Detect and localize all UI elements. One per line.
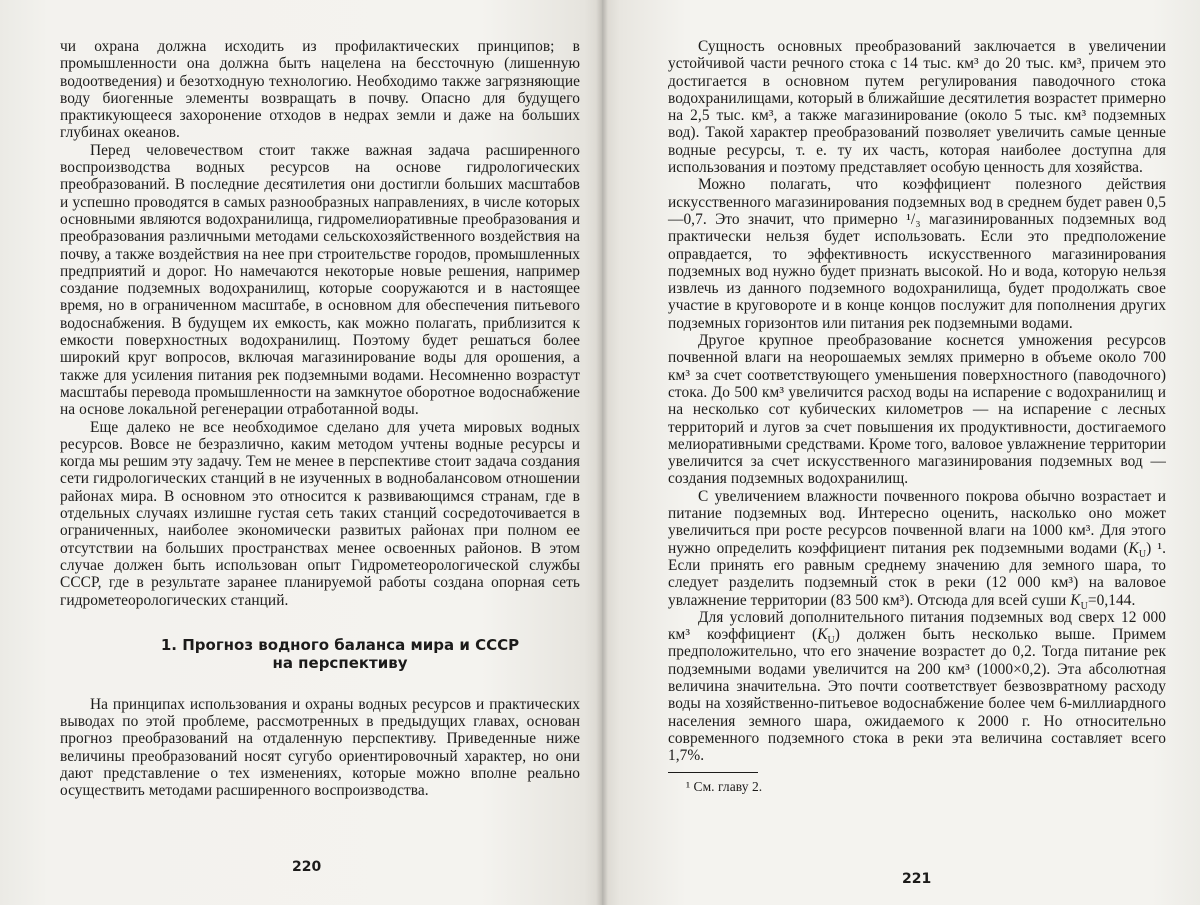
right-paragraph-5-part-a: Для условий дополнительного питания подземных вод сверх 12 000 км³ коэффициент ( [668, 608, 1166, 644]
right-paragraph-4-part-c: =0,144. [1087, 591, 1136, 609]
right-paragraph-3: Другое крупное преобразование коснется умножения ресурсов почвенной влаги на неорошаемых землях примерно в объеме около 700 км³ за счет соответствующего уменьшения поверхностного (паводочного) стока. До 500 км³ увеличится расход воды на испарение с водохранилищ и на несколько сот кубических километров — на испарение с лесных территорий и лугов за счет повышения их продуктивности, достигаемого мелиоративными средствами. Кроме того, валовое увлажнение территории увеличится за счет искусственного магазинирования подземных вод — создания подземных водохранилищ. [668, 332, 1166, 488]
k-symbol-2: K [1070, 591, 1081, 609]
k-symbol-3: K [817, 626, 828, 644]
right-paragraph-5-part-b: ) должен быть несколько выше. Примем предположительно, что его значение возрастет до 0,2. Тогда питание рек подземными водами увеличится на 200 км³ (1000×0,2). Эта абсолютная величина значительна. Это почти соответствует безвозвратному расходу воды на хозяйственно-питьевое водоснабжение более чем 6-миллиардного населения земного шара, ожидаемого к 2000 г. Но относительно современного подземного стока в реки эта величина составляет всего 1,7%. [668, 626, 1166, 765]
left-paragraph-1: чи охрана должна исходить из профилактических принципов; в промышленности она должна быть нацелена на бессточную (лишенную водоотведения) и безотходную технологию. Необходимо также загрязняющие воду биогенные элементы возвращать в почву. Опасно для будущего практикующееся захоронение отходов в недрах земли и даже на больших глубинах океанов. [60, 38, 580, 142]
section-heading-line-1: 1. Прогноз водного баланса мира и СССР [160, 635, 520, 654]
right-page [602, 0, 1200, 905]
k-subscript: U [1138, 548, 1147, 560]
k-symbol: K [1128, 539, 1139, 557]
right-paragraph-2: Можно полагать, что коэффициент полезного действия искусственного магазинирования подземных вод в среднем будет равен 0,5—0,7. Это значит, что примерно ¹/₃ магазинированных подземных вод практически нельзя будет использовать. Если это предположение оправдается, то эффективность искусственного магазинирования подземных вод нужно будет признать высокой. Но и вода, которую нельзя извлечь из данного подземного водохранилища, будет продолжать свое участие в круговороте и в конце концов послужит для пополнения других подземных горизонтов или питания рек подземными водами. [668, 176, 1166, 332]
left-paragraph-4: На принципах использования и охраны водных ресурсов и практических выводах по этой проблеме, рассмотренных в предыдущих главах, основан прогноз преобразований на отдаленную перспективу. Приведенные ниже величины преобразований носят сугубо ориентировочный характер, но они дают представление о тех изменениях, которые можно вполне реально осуществить методами расширенного воспроизводства. [60, 695, 580, 800]
k-subscript-3: U [827, 635, 835, 647]
footnote: ¹ См. главу 2. [686, 779, 763, 795]
left-paragraph-3: Еще далеко не все необходимое сделано для учета мировых водных ресурсов. Вовсе не безразлично, каким методом учтены водные ресурсы и когда мы решим эту задачу. Тем не менее в перспективе стоит задача создания сети гидрологических станций в не изученных в воднобалансовом отношении районах мира. В основном это относится к развивающимся странам, где в отдельных случаях излишне густая сеть таких станций сосредоточивается в ограниченных, наиболее экономически развитых районах при полном ее отсутствии на больших пространствах менее освоенных районов. В этом случае должен быть использован опыт Гидрометеорологической службы СССР, где в результате заранее планируемой работы создана опорная сеть гидрометеорологических станций. [60, 418, 580, 609]
right-paragraph-4 [668, 487, 1166, 612]
k-subscript-2: U [1080, 600, 1088, 612]
right-paragraph-1: Сущность основных преобразований заключается в увеличении устойчивой части речного стока с 14 тыс. км³ до 20 тыс. км³, причем это достигается в основном путем регулирования паводочного стока водохранилищами, который в ближайшие десятилетия возрастет примерно на 2,5 тыс. км³, а также магазинирование (около 5 тыс. км³ подземных вод). Такой характер преобразований позволяет увеличить самые ценные водные ресурсы, т. е. ту их часть, которая наиболее доступна для использования и поэтому представляет особую ценность для хозяйства. [668, 38, 1166, 177]
page-number-left: 220 [292, 859, 322, 875]
right-paragraph-4-part-b: ) ¹. Если принять его равным среднему значению для земного шара, то следует разделить подземный сток в реки (12 000 км³) на валовое увлажнение территории (83 500 км³). Отсюда для всей суши [668, 539, 1166, 609]
section-heading-line-2: на перспективу [272, 653, 408, 672]
right-paragraph-4-part-a: С увеличением влажности почвенного покрова обычно возрастает и питание подземных вод. Интересно оценить, насколько оно может увеличиться при росте ресурсов почвенной влаги на 1000 км³. Для этого нужно определить коэффициент питания рек подземными водами ( [668, 487, 1166, 557]
left-paragraph-2: Перед человечеством стоит также важная задача расширенного воспроизводства водных ресурсов на основе гидрологических преобразований. В последние десятилетия они достигли больших масштабов и успешно проводятся в самых разнообразных направлениях, в числе которых основными являются водохранилища, гидромелиоративные преобразования и преобразования различными методами сельскохозяйственного воздействия на почву, а также воздействия на нее при строительстве городов, промышленных предприятий и дорог. Но намечаются некоторые новые решения, например создание подземных водохранилищ, которые сооружаются и в настоящее время, но в ограниченном масштабе, в основном для обеспечения питьевого водоснабжения. В будущем их емкость, как можно полагать, приблизится к емкости поверхностных водохранилищ. Поэтому будет решаться более широкий круг вопросов, включая магазинирование воды для орошения, а также для усиления питания рек подземными водами. Несомненно возрастут масштабы перевода промышленности на замкнутое оборотное водоснабжение на основе локальной регенерации отработанной воды. [60, 141, 580, 419]
section-heading [60, 636, 580, 672]
right-paragraph-5 [668, 609, 1166, 765]
footnote-rule [668, 772, 758, 773]
page-number-right: 221 [902, 871, 932, 887]
